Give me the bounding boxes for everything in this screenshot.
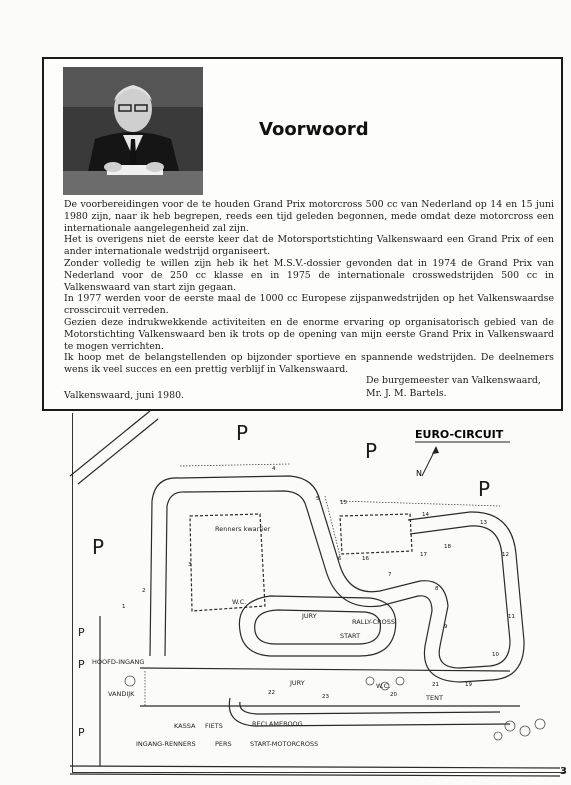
foreword-text <box>64 199 554 376</box>
marker: 11 <box>508 614 515 620</box>
marker: 5 <box>316 496 320 502</box>
marker: 23 <box>322 694 329 700</box>
map-label-reclame-boog: RECLAMEBOOG <box>252 720 303 728</box>
marker: 15 <box>340 500 347 506</box>
marker: 22 <box>268 690 275 696</box>
mayor-photo <box>63 67 203 195</box>
map-label-rally-cross: RALLY-CROSS <box>352 618 396 626</box>
marker: 10 <box>492 652 499 658</box>
map-label-hoofd-ingang: HOOFD-INGANG <box>92 658 145 666</box>
marker: 21 <box>432 682 439 688</box>
map-label-fiets: FIETS <box>205 722 223 730</box>
marker: 6 <box>338 556 342 562</box>
marker: 7 <box>388 572 392 578</box>
foreword-paragraph: Gezien deze indrukwekkende activiteiten en de enorme ervaring op organisatorisch gebied van de Motorstichting Valkenswaard ben ik trots op de opening van mijn eerste Grand Prix in Valkenswaard te mogen verrichten. <box>64 316 554 352</box>
marker: 17 <box>420 552 427 558</box>
map-title: EURO-CIRCUIT <box>415 428 504 441</box>
marker: 13 <box>480 520 487 526</box>
map-label-jury: JURY <box>290 679 305 687</box>
marker: 8 <box>435 586 439 592</box>
marker: 18 <box>444 544 451 550</box>
north-arrow-icon <box>416 446 439 478</box>
map-label-vandijk: VANDIJK <box>108 690 135 698</box>
marker: 16 <box>362 556 369 562</box>
foreword-title: Voorwoord <box>259 119 369 140</box>
circuit-map <box>40 406 565 778</box>
map-label-kassa: KASSA <box>174 722 196 730</box>
signature <box>366 375 541 400</box>
map-label-start-motorcross: START-MOTORCROSS <box>250 740 319 748</box>
parking-label: P <box>78 726 85 739</box>
map-label-renners-kwartier: Renners kwartier <box>215 525 271 533</box>
foreword-paragraph: In 1977 werden voor de eerste maal de 1000 cc Europese zijspanwedstrijden op het Valkenswaardse crosscircuit verreden. <box>64 293 554 317</box>
parking-label: P <box>478 477 491 501</box>
foreword-paragraph: De voorbereidingen voor de te houden Grand Prix motorcross 500 cc van Nederland op 14 en 15 juni 1980 zijn, naar ik heb begrepen, reeds een tijd geleden begonnen, mede omdat deze motorcross een internationale aangelegenheid zal zijn. <box>64 199 554 234</box>
foreword-paragraph: Zonder volledig te willen zijn heb ik het M.S.V.-dossier gevonden dat in 1974 de Grand Prix van Nederland voor de 250 cc klasse en in 1975 de internationale crosswedstrijden 500 cc in Valkenswaard van start zijn gegaan. <box>64 257 554 293</box>
marker: 3 <box>188 562 192 568</box>
foreword-box <box>42 57 563 411</box>
map-label-ingang-renners: INGANG-RENNERS <box>136 740 196 748</box>
map-label-pers: PERS <box>215 740 232 748</box>
foreword-paragraph: Ik hoop met de belangstellenden op bijzonder sportieve en spannende wedstrijden. De deelnemers wens ik veel succes en een prettig verblijf in Valkenswaard. <box>64 352 554 376</box>
marker: 19 <box>465 682 472 688</box>
map-label-start: START <box>340 632 361 640</box>
marker: 4 <box>272 466 276 472</box>
marker: 1 <box>122 604 126 610</box>
marker: 14 <box>422 512 429 518</box>
page-number: 3 <box>560 766 567 777</box>
marker: 20 <box>390 692 397 698</box>
signature-name: Mr. J. M. Bartels. <box>366 387 447 399</box>
map-label-wc: W.C. <box>232 598 247 606</box>
parking-label: P <box>92 535 105 559</box>
marker: 12 <box>502 552 509 558</box>
parking-label: P <box>78 658 85 671</box>
parking-label: P <box>78 626 85 639</box>
map-label-jury: JURY <box>302 612 317 620</box>
parking-label: P <box>236 421 249 445</box>
marker: 2 <box>142 588 146 594</box>
map-label-wc: W.C. <box>376 682 391 690</box>
marker: 9 <box>444 624 448 630</box>
foreword-paragraph: Het is overigens niet de eerste keer dat de Motorsportstichting Valkenswaard een Grand Prix of een ander internationale wedstrijd organiseert. <box>64 234 554 258</box>
signature-title: De burgemeester van Valkenswaard, <box>366 375 541 386</box>
map-label-tent: TENT <box>426 694 443 702</box>
north-label: N <box>416 469 422 478</box>
place-date: Valkenswaard, juni 1980. <box>64 390 185 401</box>
parking-label: P <box>365 439 378 463</box>
